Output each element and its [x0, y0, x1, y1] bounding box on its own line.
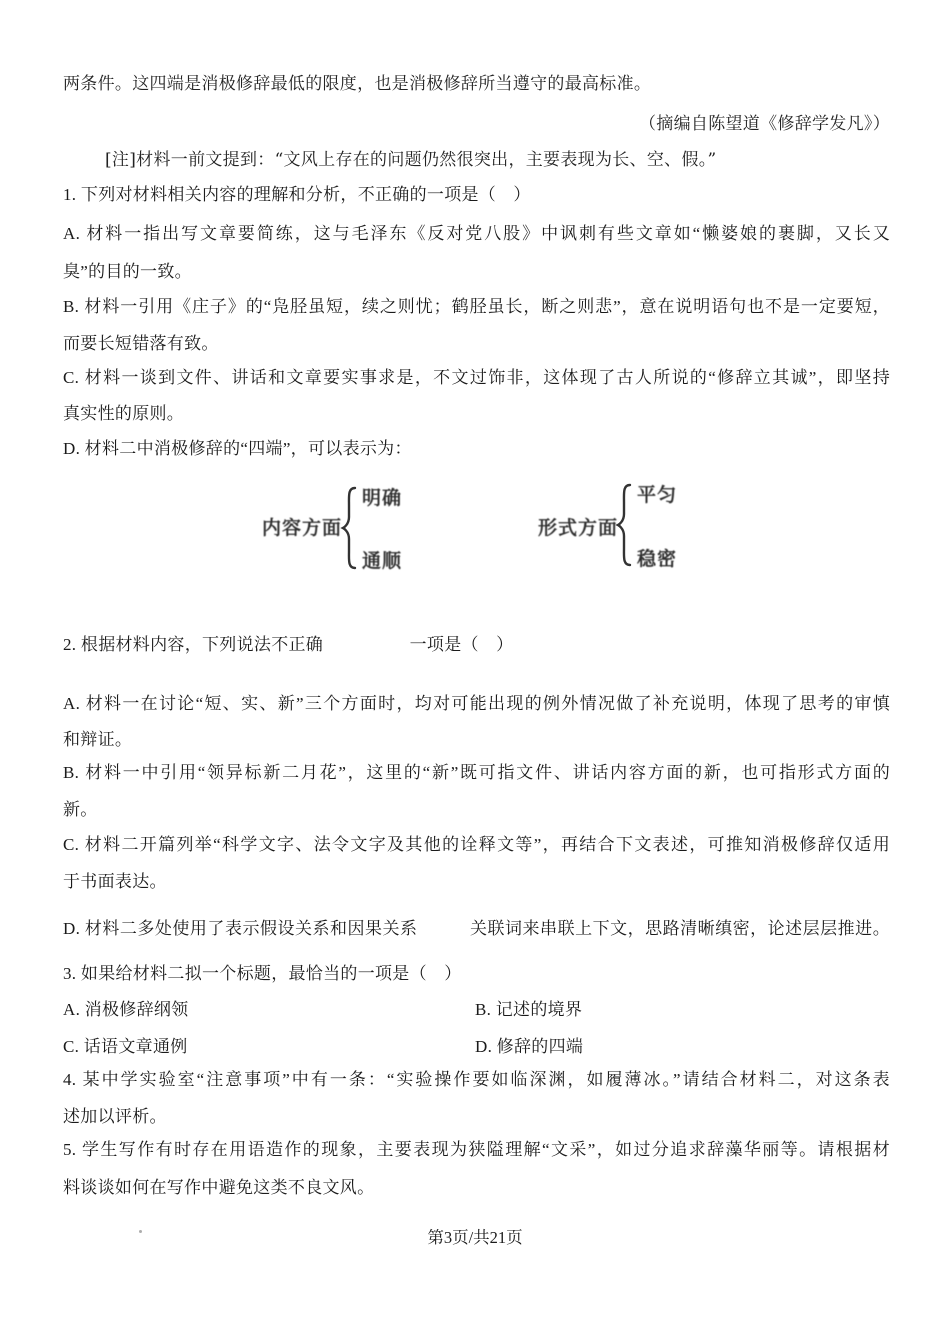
q3-option-c: C. 话语文章通例	[63, 1037, 188, 1056]
q2-option-b-line-1: B. 材料一中引用“领异标新二月花”，这里的“新”既可指文件、讲话内容方面的新，也可指形式方面的	[63, 763, 890, 782]
right-group-brace-icon	[614, 483, 634, 567]
passage-note: [注]材料一前文提到：“文风上存在的问题仍然很突出，主要表现为长、空、假。”	[105, 150, 717, 170]
q2-option-a-line-2: 和辩证。	[63, 730, 133, 749]
q1-option-d: D. 材料二中消极修辞的“四端”，可以表示为：	[63, 439, 412, 458]
diagram-item-pingyun: 平匀	[637, 485, 678, 506]
question-4-line-2: 述加以评析。	[63, 1107, 167, 1126]
q1-option-a-line-2: 臭”的目的一致。	[63, 262, 192, 281]
q1-option-b-line-1: B. 材料一引用《庄子》的“凫胫虽短，续之则忧；鹤胫虽长，断之则悲”，意在说明语句也不是一定要短，	[63, 297, 890, 316]
q2-option-b-line-2: 新。	[63, 800, 98, 819]
source-attribution: （摘编自陈望道《修辞学发凡》）	[639, 114, 890, 134]
diagram-content-label: 内容方面	[262, 518, 343, 539]
q3-option-d: D. 修辞的四端	[475, 1037, 584, 1056]
question-3-stem: 3. 如果给材料二拟一个标题，最恰当的一项是（ ）	[63, 964, 462, 983]
q2-option-d: D. 材料二多处使用了表示假设关系和因果关系 关联词来串联上下文，思路清晰缜密，论述层层推进。	[63, 919, 890, 938]
question-1-stem: 1. 下列对材料相关内容的理解和分析，不正确的一项是（ ）	[63, 185, 531, 204]
left-brace-icon	[339, 486, 359, 570]
q1-option-a-line-1: A. 材料一指出写文章要简练，这与毛泽东《反对党八股》中讽刺有些文章如“懒婆娘的裹脚，又长又	[63, 224, 890, 243]
q3-option-a: A. 消极修辞纲领	[63, 1000, 189, 1019]
diagram-item-wenmi: 稳密	[637, 549, 678, 570]
q1-option-b-line-2: 而要长短错落有致。	[63, 334, 219, 353]
q1-option-c-line-1: C. 材料一谈到文件、讲话和文章要实事求是，不文过饰非，这体现了古人所说的“修辞立其诚”，即坚持	[63, 368, 890, 387]
page-number-footer: 第3页/共21页	[427, 1228, 523, 1247]
question-4-line-1: 4. 某中学实验室“注意事项”中有一条：“实验操作要如临深渊，如履薄冰。”请结合材料二，对这条表	[63, 1070, 890, 1089]
q2-option-c-line-1: C. 材料二开篇列举“科学文字、法令文字及其他的诠释文等”，再结合下文表述，可推知消极修辞仅适用	[63, 835, 890, 854]
q2-option-a-line-1: A. 材料一在讨论“短、实、新”三个方面时，均对可能出现的例外情况做了补充说明，体现了思考的审慎	[63, 694, 890, 713]
diagram-item-tongshun: 通顺	[362, 551, 403, 572]
q1-option-c-line-2: 真实性的原则。	[63, 404, 185, 423]
q3-option-b: B. 记述的境界	[475, 1000, 583, 1019]
diagram-item-mingque: 明确	[362, 488, 403, 509]
passage-tail-line: 两条件。这四端是消极修辞最低的限度，也是消极修辞所当遵守的最高标准。	[63, 74, 652, 94]
question-2-stem: 2. 根据材料内容，下列说法不正确 一项是（ ）	[63, 635, 514, 654]
diagram-form-label: 形式方面	[538, 518, 619, 539]
q2-option-c-line-2: 于书面表达。	[63, 872, 167, 891]
question-5-line-1: 5. 学生写作有时存在用语造作的现象，主要表现为狭隘理解“文采”，如过分追求辞藻华丽等。请根据材	[63, 1140, 890, 1159]
question-5-line-2: 料谈谈如何在写作中避免这类不良文风。	[63, 1178, 375, 1197]
